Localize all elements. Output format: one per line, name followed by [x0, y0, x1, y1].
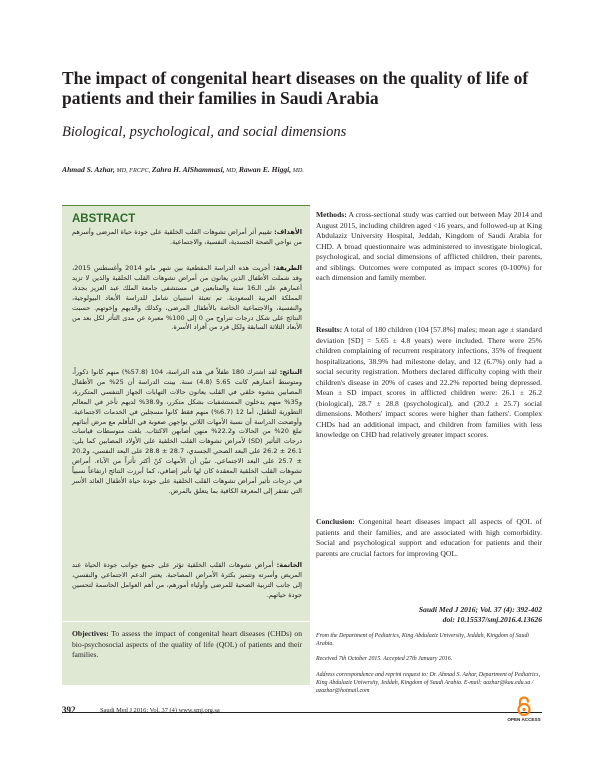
- arabic-results: [72, 368, 302, 497]
- objectives-heading: Objectives:: [72, 629, 109, 638]
- citation-doi[interactable]: doi: 10.15537/smj.2016.4.13626: [442, 615, 542, 625]
- abstract-objectives: [72, 629, 302, 661]
- author-credentials: MD.: [291, 167, 304, 174]
- abstract-divider: [62, 621, 310, 622]
- conclusion-text: Congenital heart diseases impact all aspects of QOL of patients and their families, and are associated with high comorbidity. Social and psychological support and education for patients and their parents are crucial factors for improving QOL.: [316, 517, 542, 558]
- abstract-results: [316, 325, 542, 441]
- objectives-text: To assess the impact of congenital heart diseases (CHDs) on bio-psychosocial aspects of the quality of life (QOL) of patients and their families.: [72, 629, 302, 660]
- open-access-lock-icon: [517, 696, 531, 716]
- author-list: [62, 165, 542, 174]
- arabic-method-heading: الطريقة:: [273, 264, 303, 272]
- methods-text: A cross-sectional study was carried out between May 2014 and August 2015, including children aged <16 years, and followed-up at King Abdulaziz University Hospital, Jeddah, Kingdom of Saudi Arabia for CHD. A broad questionnaire was administered to investigate biological, psychological, and social dimensions of afflicted children, their parents, and siblings. Outcomes were computed as impact scores (0-100%) for each dimension and family member.: [316, 210, 542, 283]
- author-credentials: MD, FRCPC,: [114, 167, 152, 174]
- open-access-label: OPEN ACCESS: [507, 717, 541, 722]
- results-heading: Results:: [316, 325, 343, 334]
- author-name: Rawan E. Higgi,: [238, 165, 292, 174]
- arabic-objective-text: تقييم أثر أمراض تشوهات القلب الخلقية على جودة حياة المرضى وأسرهم من نواحي الصحة الجسدية، النفسية، والاجتماعية.: [72, 228, 302, 246]
- author-name: Zahra H. AlShammasi,: [151, 165, 225, 174]
- author-credentials: MD,: [224, 167, 239, 174]
- arabic-method-text: أجريت هذه الدراسة المقطعية بين شهر مايو 2014 وأغسطس 2015، وقد شملت الأطفال الذين يعانون من أمراض تشوهات القلب الخلقية والذين لا تزيد أعمارهم على الـ16 سنة والمتابعين في مستشفى جامعة الملك عبد العزيز بجدة، المملكة العربية السعودية. تم تعبئة استبيان شامل للدراسة الأبعاد البيولوجية، والنفسية، والاجتماعية الخاصة بالأطفال المرضى، وكذلك والديهم وإخوتهم. حسبت النتائج على شكل درجات تتراوح من 0 إلى 100% معبرة عن مدى التأثر لكل بعد من الأبعاد الثلاثة السابقة ولكل فرد من أفراد الأسرة.: [72, 264, 302, 332]
- abstract-conclusion: [316, 517, 542, 559]
- abstract-methods: [316, 210, 542, 284]
- page-number: 392: [62, 705, 76, 715]
- results-text: A total of 180 children (104 [57.8%] males; mean age ± standard deviation [SD] = 5.65 ± 4.8 years) were included. There were 25% children complaining of recurrent respiratory infections, 35% of frequent hospitalizations, 38.9% had milestone delay, and 12 (6.7%) only had a social security registration. Mothers declared difficulty coping with their children's disease in 20% of cases and 22.2% reported being depressed. Mean ± SD impact scores in afflicted children were: 26.1 ± 26.2 (biological), 28.7 ± 28.8 (psychological), and (20.2 ± 25.7) social dimensions. Mothers' impact scores were higher than fathers'. Complex CHDs had an additional impact, and children from families with less knowledge on CHD had relatively greater impact scores.: [316, 325, 542, 440]
- arabic-results-text: لقد اشترك 180 طفلاً في هذه الدراسة، 104 (57.8%) منهم كانوا ذكوراً، ومتوسط أعمارهم كانت 5.65 (4.8) سنة. بينت الدراسة أن 25% من الأطفال المصابين بتشوه خلقي في القلب يعانون حالات التهابات الجهاز التنفسي المتكررة، و35% منهم يدخلون المستشفيات بشكل متكرر، و38.9% لديهم تأخر في المعالم التطورية للطفل، أما 12 (6.7%) منهم فقط كانوا مسجلين في الخدمات الاجتماعية. وأوضحت الدراسة أن نسبة الأمهات اللاتي يواجهن صعوبة في التأقلم مع مرض أبنائهم تبلغ 20% من الحالات و22.2% منهن أصابهن الاكتئاب. بلغت متوسطات قياسات درجات التأثير (SD) لأمراض تشوهات القلب الخلقية على الأولاد المصابين كما يلي: 26.1 ± 26.2 على البعد الصحي الجسدي، 28.7 ± 28.8 على البعد النفسي، و20.2 ± 25.7 على البعد الاجتماعي. تبيّن أن الأمهات كنّ أكثر تأثراً من الآباء. أمراض تشوهات القلب الخلقية المعقدة كان لها تأثير إضافي، كما أبرزت النتائج ارتفاعاً نسبياً في درجات تأثير أمراض تشوهات القلب الخلقية على جودة حياة الأطفال العائد الأسر التي تفتقر إلى المعرفة الكافية بما يتعلق بالمرض.: [72, 368, 303, 495]
- abstract-heading: ABSTRACT: [72, 213, 136, 225]
- arabic-conclusion-text: أمراض تشوهات القلب الخلقية تؤثر على جميع جوانب جودة الحياة عند المريض وأسرته وتتميز بكثرة الأمراض المصاحبة. يعتبر الدعم الاجتماعي والنفسي، إلى جانب التربية الصحية للمرضى وأولياء أمورهم، من أهم العوامل الحاسمة لتحسين جودة حياتهم.: [72, 561, 302, 599]
- article-subtitle: Biological, psychological, and social dimensions: [62, 124, 347, 140]
- methods-heading: Methods:: [316, 210, 347, 219]
- arabic-objective: [72, 228, 302, 248]
- abstract-box: [62, 205, 310, 685]
- arabic-conclusion-heading: الخاتمة:: [276, 561, 302, 569]
- affiliation-note: From the Department of Pediatrics, King Abdulaziz University, Jeddah, Kingdom of Saudi Arabia.: [316, 633, 530, 648]
- journal-footer: Saudi Med J 2016; Vol. 37 (4) www.smj.org.sa: [100, 707, 220, 714]
- open-access-badge: [505, 696, 543, 726]
- arabic-method: [72, 264, 302, 333]
- citation-block: [316, 605, 542, 625]
- dates-note: Received 7th October 2015. Accepted 27th January 2016.: [316, 656, 453, 662]
- author-name: Ahmad S. Azhar,: [62, 165, 115, 174]
- article-title: The impact of congenital heart diseases on the quality of life of patients and their families in Saudi Arabia: [62, 68, 529, 108]
- correspondence-note: Address correspondence and reprint request to: Dr. Ahmad S. Azhar, Department of Pediatrics, King Abdulaziz University, Jeddah, Kingdom of Saudi Arabia. E-mail: aazhar@kau.edu.sa / azazhar@hotmail.com: [316, 672, 541, 695]
- conclusion-heading: Conclusion:: [316, 517, 355, 526]
- arabic-conclusion: [72, 561, 302, 601]
- arabic-results-heading: النتائج:: [279, 368, 302, 376]
- arabic-objective-heading: الأهداف:: [274, 228, 302, 236]
- citation-volume: Saudi Med J 2016; Vol. 37 (4): 392-402: [418, 605, 542, 614]
